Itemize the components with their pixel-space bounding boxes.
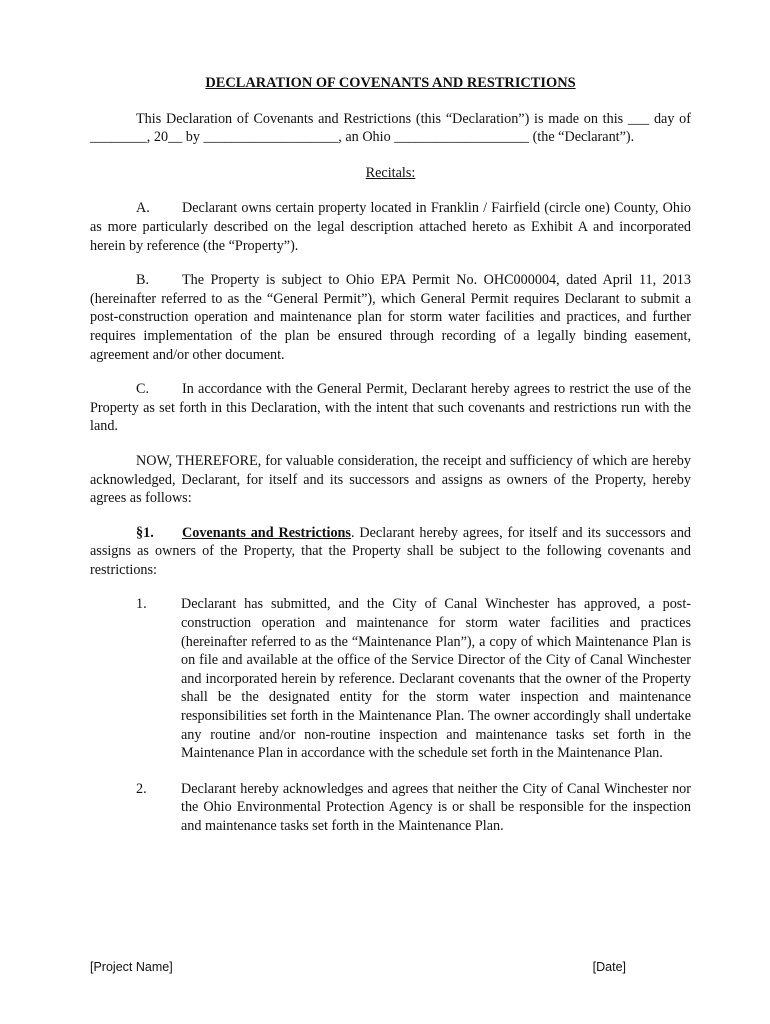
recital-b <box>90 271 691 364</box>
recital-label: A. <box>136 200 150 217</box>
section-1-paragraph <box>90 524 691 580</box>
recitals-heading: Recitals: <box>365 164 416 181</box>
section-heading: Covenants and Restrictions <box>182 524 351 541</box>
list-item-number: 1. <box>136 596 147 613</box>
intro-paragraph: This Declaration of Covenants and Restrictions (this “Declaration”) is made on this ___ day of ________, 20__ by ___________________, an Ohio ___________________ (the “Declarant”). <box>90 110 691 146</box>
now-therefore-paragraph: NOW, THEREFORE, for valuable consideration, the receipt and sufficiency of which are hereby acknowledged, Declarant, for itself and its successors and assigns as owners of the Property, hereby agrees as follows: <box>90 452 691 507</box>
list-item-text: Declarant has submitted, and the City of Canal Winchester has approved, a post-construction operation and maintenance for storm water facilities and practices (hereinafter referred to as the “Maintenance Plan”), a copy of which Maintenance Plan is on file and available at the office of the Service Director of the City of Canal Winchester and incorporated herein by reference. Declarant covenants that the owner of the Property shall be the designated entity for the storm water inspection and maintenance responsibilities set forth in the Maintenance Plan. The owner accordingly shall undertake any routine and/or non-routine inspection and maintenance tasks set forth in the Maintenance Plan in accordance with the schedule set forth in the Maintenance Plan. <box>181 596 691 762</box>
list-item-number: 2. <box>136 780 147 797</box>
recital-a <box>90 199 691 255</box>
list-item <box>90 595 691 762</box>
footer-project-name: [Project Name] <box>90 960 173 974</box>
document-body <box>90 74 691 853</box>
recital-label: C. <box>136 381 150 398</box>
list-item <box>90 780 691 836</box>
document-title: DECLARATION OF COVENANTS AND RESTRICTIONS <box>205 75 576 91</box>
recital-text: Declarant owns certain property located in Franklin / Fairfield (circle one) County, Ohio as more particularly described on the legal description attached hereto as Exhibit A and incorporated herein by reference (the “Property”). <box>90 200 691 254</box>
footer-date: [Date] <box>592 960 626 974</box>
covenant-list <box>90 595 691 835</box>
recitals-heading-row <box>90 164 691 183</box>
recital-label: B. <box>136 272 150 289</box>
list-item-text: Declarant hereby acknowledges and agrees that neither the City of Canal Winchester nor the Ohio Environmental Protection Agency is or shall be responsible for the inspection and maintenance tasks set forth in the Maintenance Plan. <box>181 780 691 834</box>
recital-text: In accordance with the General Permit, Declarant hereby agrees to restrict the use of the Property as set forth in this Declaration, with the intent that such covenants and restrictions run with the land. <box>90 381 691 435</box>
section-number: §1. <box>136 524 154 541</box>
recital-text: The Property is subject to Ohio EPA Permit No. OHC000004, dated April 11, 2013 (hereinafter referred to as the “General Permit”), which General Permit requires Declarant to submit a post-construction operation and maintenance plan for storm water facilities and practices, and further requires implementation of the plan be ensured through recording of a legally binding easement, agreement and/or other document. <box>90 272 691 363</box>
section-text: . Declarant hereby agrees, for itself and its successors and assigns as owners of the Property, that the Property shall be subject to the following covenants and restrictions: <box>90 524 692 578</box>
recital-c <box>90 380 691 436</box>
page-footer <box>90 958 626 977</box>
